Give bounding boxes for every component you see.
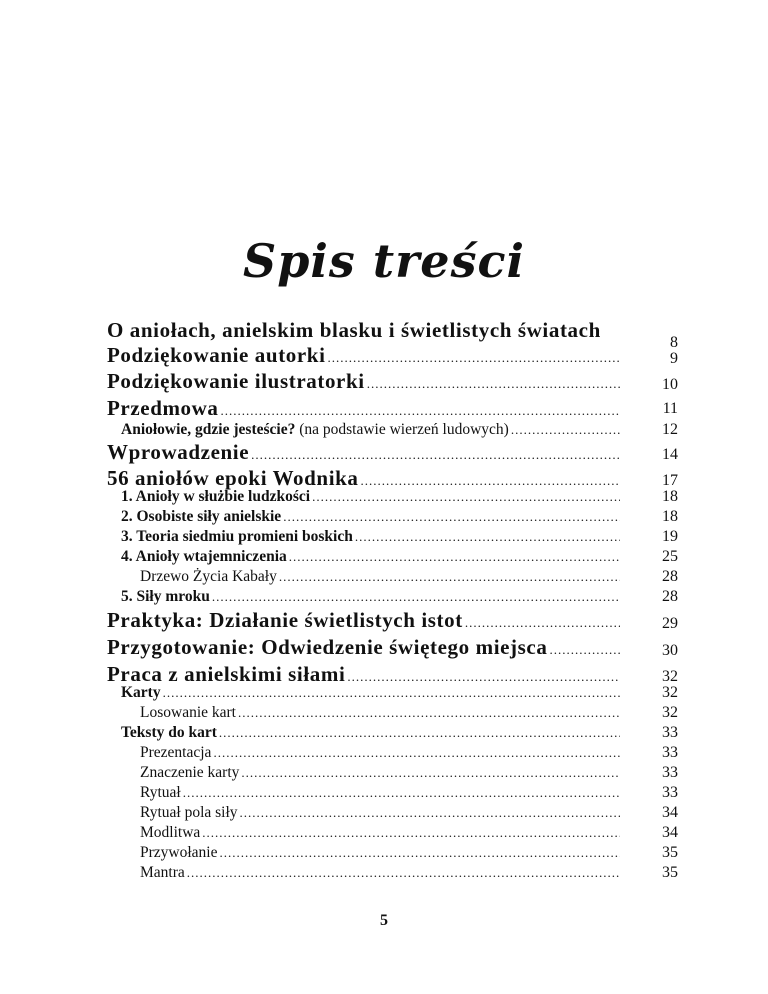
leader-dots bbox=[511, 422, 620, 438]
toc-page-number: 8 bbox=[670, 334, 678, 351]
toc-entry-label: Rytuał bbox=[140, 784, 181, 801]
leader-dots bbox=[465, 615, 620, 631]
leader-dots bbox=[221, 403, 620, 419]
leader-dots bbox=[312, 489, 620, 505]
toc-entry-label: Podziękowanie autorki bbox=[107, 343, 326, 367]
toc-entry-label: 56 aniołów epoki Wodnika bbox=[107, 466, 359, 490]
toc-entry-label: 5. Siły mroku bbox=[121, 588, 210, 605]
toc-entry-label: Praca z anielskimi siłami bbox=[107, 662, 346, 686]
leader-dots bbox=[187, 865, 620, 881]
toc-page-number: 33 bbox=[662, 724, 678, 741]
leader-dots bbox=[163, 685, 620, 701]
toc-entry-label: O aniołach, anielskim blasku i świetlistych światach bbox=[107, 318, 601, 342]
leader-dots bbox=[289, 549, 620, 565]
toc-entry-label: Rytuał pola siły bbox=[140, 804, 238, 821]
toc-entry-label: 1. Anioły w służbie ludzkości bbox=[121, 488, 311, 505]
toc-entry-label: 2. Osobiste siły anielskie bbox=[121, 508, 282, 525]
toc-page-number: 28 bbox=[662, 588, 678, 605]
toc-entry-label: Przygotowanie: Odwiedzenie świętego miejsca bbox=[107, 635, 548, 659]
page-number: 5 bbox=[380, 912, 388, 929]
page-title: Spis treści bbox=[243, 234, 525, 288]
leader-dots bbox=[219, 845, 620, 861]
toc-page-number: 17 bbox=[662, 472, 678, 489]
toc-entry-label: Losowanie kart bbox=[140, 704, 236, 721]
toc-entry-note: (na podstawie wierzeń ludowych) bbox=[299, 421, 509, 438]
toc-entry-label: Wprowadzenie bbox=[107, 440, 250, 464]
toc-page-number: 35 bbox=[662, 864, 678, 881]
leader-dots bbox=[240, 805, 620, 821]
toc-page-number: 18 bbox=[662, 508, 678, 525]
leader-dots bbox=[238, 705, 620, 721]
toc-page-number: 11 bbox=[662, 400, 678, 417]
toc-entry-label: Mantra bbox=[140, 864, 185, 881]
toc-entry-label: 4. Anioły wtajemniczenia bbox=[121, 548, 287, 565]
toc-page-number: 32 bbox=[662, 684, 678, 701]
leader-dots bbox=[549, 642, 620, 658]
toc-entry-label: Znaczenie karty bbox=[140, 764, 240, 781]
leader-dots bbox=[367, 376, 620, 392]
leader-dots bbox=[213, 745, 620, 761]
toc-page-number: 33 bbox=[662, 744, 678, 761]
leader-dots bbox=[361, 473, 620, 489]
toc-page-number: 25 bbox=[662, 548, 678, 565]
toc-page-number: 33 bbox=[662, 784, 678, 801]
toc-page-number: 30 bbox=[662, 642, 678, 659]
toc-page-number: 32 bbox=[662, 668, 678, 685]
toc-page-number: 32 bbox=[662, 704, 678, 721]
toc-page-number: 12 bbox=[662, 421, 678, 438]
toc-page-number: 35 bbox=[662, 844, 678, 861]
toc-page-number: 9 bbox=[670, 350, 678, 367]
leader-dots bbox=[251, 447, 620, 463]
toc-entry-label: Podziękowanie ilustratorki bbox=[107, 369, 365, 393]
toc-entry-label: Praktyka: Działanie świetlistych istot bbox=[107, 608, 463, 632]
leader-dots bbox=[355, 529, 620, 545]
toc-entry-label: Karty bbox=[121, 684, 161, 701]
toc-page-number: 10 bbox=[662, 376, 678, 393]
leader-dots bbox=[219, 725, 620, 741]
toc-entry-label: Drzewo Życia Kabały bbox=[140, 568, 277, 585]
toc-page-number: 28 bbox=[662, 568, 678, 585]
toc-page-number: 34 bbox=[662, 824, 678, 841]
toc-entry-label: Modlitwa bbox=[140, 824, 201, 841]
toc-page-number: 29 bbox=[662, 615, 678, 632]
leader-dots bbox=[283, 509, 620, 525]
toc-entry-label: Przedmowa bbox=[107, 396, 219, 420]
leader-dots bbox=[183, 785, 620, 801]
toc-page-number: 14 bbox=[662, 446, 678, 463]
leader-dots bbox=[241, 765, 620, 781]
leader-dots bbox=[328, 350, 620, 366]
leader-dots bbox=[279, 569, 620, 585]
leader-dots bbox=[347, 669, 620, 685]
toc-entry-label: Aniołowie, gdzie jesteście? bbox=[121, 421, 296, 438]
leader-dots bbox=[202, 825, 620, 841]
toc-entry-label: Prezentacja bbox=[140, 744, 212, 761]
toc-entry-label: Teksty do kart bbox=[121, 724, 217, 741]
toc-page-number: 33 bbox=[662, 764, 678, 781]
toc-entry-label: 3. Teoria siedmiu promieni boskich bbox=[121, 528, 353, 545]
toc-page-number: 18 bbox=[662, 488, 678, 505]
toc-page-number: 34 bbox=[662, 804, 678, 821]
leader-dots bbox=[212, 589, 620, 605]
toc-page-number: 19 bbox=[662, 528, 678, 545]
toc-entry-label: Przywołanie bbox=[140, 844, 218, 861]
